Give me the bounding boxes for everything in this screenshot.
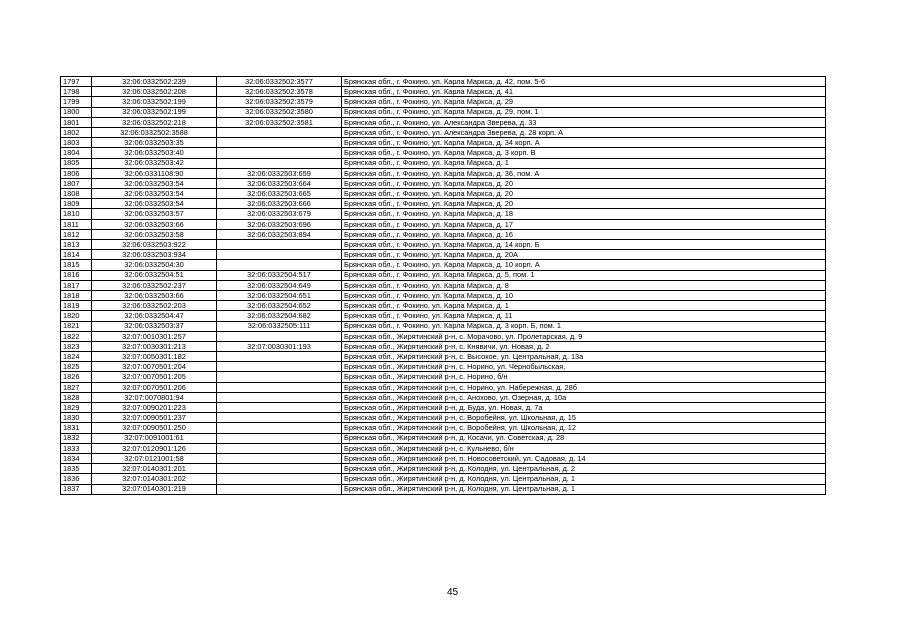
row-number-cell: 1800 (61, 107, 92, 117)
cadastral-number-cell: 32:06:0332502:208 (92, 87, 217, 97)
table-row (61, 372, 826, 382)
building-cadastral-number-cell (217, 138, 342, 148)
table-row (61, 301, 826, 311)
cadastral-number-cell: 32:07:0140301:202 (92, 474, 217, 484)
cadastral-number-cell: 32:06:0332504:51 (92, 270, 217, 280)
table-row (61, 219, 826, 229)
row-number-cell: 1813 (61, 240, 92, 250)
table-row (61, 77, 826, 87)
building-cadastral-number-cell (217, 372, 342, 382)
building-cadastral-number-cell: 32:06:0332502:3578 (217, 87, 342, 97)
row-number-cell: 1821 (61, 321, 92, 331)
building-cadastral-number-cell (217, 148, 342, 158)
building-cadastral-number-cell (217, 240, 342, 250)
row-number-cell: 1807 (61, 178, 92, 188)
table-row (61, 290, 826, 300)
row-number-cell: 1828 (61, 392, 92, 402)
address-cell: Брянская обл., Жирятинский р-н, д. Колодня, ул. Центральная, д. 1 (342, 474, 826, 484)
table-row (61, 270, 826, 280)
table-row (61, 199, 826, 209)
building-cadastral-number-cell (217, 464, 342, 474)
row-number-cell: 1819 (61, 301, 92, 311)
row-number-cell: 1837 (61, 484, 92, 494)
address-cell: Брянская обл., Жирятинский р-н, с. Кульнево, б/н (342, 443, 826, 453)
table-row (61, 107, 826, 117)
table-row (61, 260, 826, 270)
row-number-cell: 1833 (61, 443, 92, 453)
building-cadastral-number-cell (217, 331, 342, 341)
cadastral-number-cell: 32:07:0140301:201 (92, 464, 217, 474)
address-cell: Брянская обл., г. Фокино, ул. Карла Маркса, д. 20 (342, 178, 826, 188)
table-row (61, 138, 826, 148)
row-number-cell: 1816 (61, 270, 92, 280)
building-cadastral-number-cell: 32:06:0332504:517 (217, 270, 342, 280)
table-row (61, 117, 826, 127)
building-cadastral-number-cell: 32:06:0332503:666 (217, 199, 342, 209)
building-cadastral-number-cell (217, 474, 342, 484)
address-cell: Брянская обл., Жирятинский р-н, с. Норино, ул. Набережная, д. 28б (342, 382, 826, 392)
table-row (61, 352, 826, 362)
table-row (61, 362, 826, 372)
cadastral-number-cell: 32:06:0332503:66 (92, 219, 217, 229)
table-row (61, 413, 826, 423)
table-row (61, 484, 826, 494)
row-number-cell: 1818 (61, 290, 92, 300)
table-row (61, 127, 826, 137)
table-row (61, 464, 826, 474)
building-cadastral-number-cell: 32:06:0332503:659 (217, 168, 342, 178)
row-number-cell: 1822 (61, 331, 92, 341)
row-number-cell: 1823 (61, 341, 92, 351)
building-cadastral-number-cell (217, 352, 342, 362)
row-number-cell: 1802 (61, 127, 92, 137)
building-cadastral-number-cell (217, 392, 342, 402)
address-cell: Брянская обл., г. Фокино, ул. Александра Зверева, д. 28 корп. А (342, 127, 826, 137)
row-number-cell: 1803 (61, 138, 92, 148)
cadastral-number-cell: 32:06:0332503:58 (92, 229, 217, 239)
building-cadastral-number-cell: 32:07:0030301:193 (217, 341, 342, 351)
cadastral-number-cell: 32:07:0120901:126 (92, 443, 217, 453)
row-number-cell: 1806 (61, 168, 92, 178)
cadastral-number-cell: 32:07:0050301:182 (92, 352, 217, 362)
address-cell: Брянская обл., г. Фокино, ул. Карла Маркса, д. 17 (342, 219, 826, 229)
address-cell: Брянская обл., г. Фокино, ул. Карла Маркса, д. 20 (342, 189, 826, 199)
cadastral-number-cell: 32:06:0332502:199 (92, 107, 217, 117)
table-row (61, 148, 826, 158)
building-cadastral-number-cell: 32:06:0332502:3581 (217, 117, 342, 127)
table-row (61, 209, 826, 219)
cadastral-number-cell: 32:06:0332503:54 (92, 178, 217, 188)
row-number-cell: 1804 (61, 148, 92, 158)
address-cell: Брянская обл., г. Фокино, ул. Карла Маркса, д. 20А (342, 250, 826, 260)
cadastral-number-cell: 32:06:0332503:42 (92, 158, 217, 168)
address-cell: Брянская обл., Жирятинский р-н, д. Колодня, ул. Центральная, д. 1 (342, 484, 826, 494)
row-number-cell: 1801 (61, 117, 92, 127)
cadastral-number-cell: 32:07:0070501:206 (92, 382, 217, 392)
row-number-cell: 1814 (61, 250, 92, 260)
address-cell: Брянская обл., г. Фокино, ул. Карла Маркса, д. 36, пом. А (342, 168, 826, 178)
building-cadastral-number-cell: 32:06:0332504:682 (217, 311, 342, 321)
cadastral-number-cell: 32:06:0332503:66 (92, 290, 217, 300)
row-number-cell: 1808 (61, 189, 92, 199)
address-cell: Брянская обл., г. Фокино, ул. Карла Маркса, д. 29 (342, 97, 826, 107)
address-cell: Брянская обл., Жирятинский р-н, д. Колодня, ул. Центральная, д. 2 (342, 464, 826, 474)
cadastral-number-cell: 32:07:0091001:61 (92, 433, 217, 443)
address-cell: Брянская обл., г. Фокино, ул. Карла Маркса, д. 5, пом. 1 (342, 270, 826, 280)
address-cell: Брянская обл., Жирятинский р-н, с. Воробейня, ул. Школьная, д. 12 (342, 423, 826, 433)
cadastral-number-cell: 32:06:0332503:54 (92, 199, 217, 209)
table-row (61, 443, 826, 453)
address-cell: Брянская обл., Жирятинский р-н, с. Высокое, ул. Центральная, д. 13а (342, 352, 826, 362)
address-cell: Брянская обл., г. Фокино, ул. Карла Маркса, д. 3 корп. В (342, 148, 826, 158)
building-cadastral-number-cell: 32:06:0332504:649 (217, 280, 342, 290)
building-cadastral-number-cell (217, 260, 342, 270)
address-cell: Брянская обл., Жирятинский р-н, с. Анохово, ул. Озерная, д. 10а (342, 392, 826, 402)
address-cell: Брянская обл., г. Фокино, ул. Карла Маркса, д. 42, пом. 5-6 (342, 77, 826, 87)
cadastral-number-cell: 32:07:0090501:237 (92, 413, 217, 423)
building-cadastral-number-cell (217, 484, 342, 494)
building-cadastral-number-cell (217, 423, 342, 433)
building-cadastral-number-cell (217, 403, 342, 413)
row-number-cell: 1820 (61, 311, 92, 321)
row-number-cell: 1812 (61, 229, 92, 239)
building-cadastral-number-cell (217, 250, 342, 260)
cadastral-number-cell: 32:06:0332503:922 (92, 240, 217, 250)
table-row (61, 403, 826, 413)
row-number-cell: 1826 (61, 372, 92, 382)
cadastral-number-cell: 32:06:0331108:90 (92, 168, 217, 178)
table-row (61, 392, 826, 402)
address-cell: Брянская обл., Жирятинский р-н, д. Косачи, ул. Советская, д. 28 (342, 433, 826, 443)
address-cell: Брянская обл., г. Фокино, ул. Карла Маркса, д. 10 корп. А (342, 260, 826, 270)
row-number-cell: 1805 (61, 158, 92, 168)
row-number-cell: 1797 (61, 77, 92, 87)
building-cadastral-number-cell: 32:06:0332503:679 (217, 209, 342, 219)
row-number-cell: 1834 (61, 453, 92, 463)
row-number-cell: 1809 (61, 199, 92, 209)
row-number-cell: 1824 (61, 352, 92, 362)
table-row (61, 189, 826, 199)
row-number-cell: 1815 (61, 260, 92, 270)
building-cadastral-number-cell: 32:06:0332503:696 (217, 219, 342, 229)
building-cadastral-number-cell (217, 158, 342, 168)
row-number-cell: 1832 (61, 433, 92, 443)
cadastral-number-cell: 32:06:0332502:3588 (92, 127, 217, 137)
cadastral-number-cell: 32:07:0070501:205 (92, 372, 217, 382)
address-cell: Брянская обл., г. Фокино, ул. Карла Маркса, д. 29, пом. 1 (342, 107, 826, 117)
address-cell: Брянская обл., г. Фокино, ул. Карла Маркса, д. 18 (342, 209, 826, 219)
address-cell: Брянская обл., г. Фокино, ул. Карла Маркса, д. 20 (342, 199, 826, 209)
cadastral-number-cell: 32:06:0332503:54 (92, 189, 217, 199)
address-cell: Брянская обл., г. Фокино, ул. Александра Зверева, д. 33 (342, 117, 826, 127)
cadastral-number-cell: 32:07:0121001:58 (92, 453, 217, 463)
row-number-cell: 1829 (61, 403, 92, 413)
cadastral-number-cell: 32:07:0030301:213 (92, 341, 217, 351)
building-cadastral-number-cell (217, 453, 342, 463)
address-cell: Брянская обл., Жирятинский р-н, д. Буда, ул. Новая, д. 7а (342, 403, 826, 413)
row-number-cell: 1827 (61, 382, 92, 392)
building-cadastral-number-cell (217, 362, 342, 372)
cadastral-number-cell: 32:06:0332503:934 (92, 250, 217, 260)
address-cell: Брянская обл., г. Фокино, ул. Карла Маркса, д. 34 корп. А (342, 138, 826, 148)
building-cadastral-number-cell: 32:06:0332503:894 (217, 229, 342, 239)
table-row (61, 97, 826, 107)
building-cadastral-number-cell: 32:06:0332503:665 (217, 189, 342, 199)
cadastral-number-cell: 32:06:0332502:237 (92, 280, 217, 290)
row-number-cell: 1817 (61, 280, 92, 290)
building-cadastral-number-cell: 32:06:0332505:111 (217, 321, 342, 331)
address-cell: Брянская обл., г. Фокино, ул. Карла Маркса, д. 1 (342, 301, 826, 311)
address-cell: Брянская обл., г. Фокино, ул. Карла Маркса, д. 41 (342, 87, 826, 97)
registry-table-body (61, 77, 826, 495)
table-row (61, 178, 826, 188)
address-cell: Брянская обл., г. Фокино, ул. Карла Маркса, д. 11 (342, 311, 826, 321)
table-row (61, 229, 826, 239)
table-row (61, 423, 826, 433)
address-cell: Брянская обл., г. Фокино, ул. Карла Маркса, д. 14 корп. Б (342, 240, 826, 250)
cadastral-number-cell: 32:06:0332502:218 (92, 117, 217, 127)
table-row (61, 453, 826, 463)
cadastral-number-cell: 32:06:0332504:30 (92, 260, 217, 270)
address-cell: Брянская обл., г. Фокино, ул. Карла Маркса, д. 1 (342, 158, 826, 168)
cadastral-number-cell: 32:07:0140301:219 (92, 484, 217, 494)
registry-table (60, 76, 826, 495)
building-cadastral-number-cell: 32:06:0332502:3577 (217, 77, 342, 87)
building-cadastral-number-cell (217, 413, 342, 423)
cadastral-number-cell: 32:06:0332502:239 (92, 77, 217, 87)
row-number-cell: 1798 (61, 87, 92, 97)
table-row (61, 280, 826, 290)
building-cadastral-number-cell (217, 382, 342, 392)
cadastral-number-cell: 32:06:0332502:203 (92, 301, 217, 311)
building-cadastral-number-cell: 32:06:0332502:3579 (217, 97, 342, 107)
cadastral-number-cell: 32:06:0332502:199 (92, 97, 217, 107)
cadastral-number-cell: 32:07:0090201:223 (92, 403, 217, 413)
row-number-cell: 1811 (61, 219, 92, 229)
row-number-cell: 1831 (61, 423, 92, 433)
address-cell: Брянская обл., Жирятинский р-н, с. Княвичи, ул. Новая, д. 2 (342, 341, 826, 351)
cadastral-number-cell: 32:06:0332503:35 (92, 138, 217, 148)
address-cell: Брянская обл., г. Фокино, ул. Карла Маркса, д. 3 корп. Б, пом. 1 (342, 321, 826, 331)
table-row (61, 331, 826, 341)
table-row (61, 311, 826, 321)
address-cell: Брянская обл., Жирятинский р-н, с. Воробейня, ул. Школьная, д. 15 (342, 413, 826, 423)
address-cell: Брянская обл., Жирятинский р-н, с. Норино, ул. Чернобыльская, (342, 362, 826, 372)
row-number-cell: 1835 (61, 464, 92, 474)
cadastral-number-cell: 32:06:0332503:37 (92, 321, 217, 331)
address-cell: Брянская обл., Жирятинский р-н, с. Норино, б/н (342, 372, 826, 382)
table-row (61, 341, 826, 351)
cadastral-number-cell: 32:07:0090501:250 (92, 423, 217, 433)
table-row (61, 474, 826, 484)
address-cell: Брянская обл., г. Фокино, ул. Карла Маркса, д. 16 (342, 229, 826, 239)
building-cadastral-number-cell: 32:06:0332504:651 (217, 290, 342, 300)
row-number-cell: 1836 (61, 474, 92, 484)
table-row (61, 433, 826, 443)
address-cell: Брянская обл., г. Фокино, ул. Карла Маркса, д. 8 (342, 280, 826, 290)
cadastral-number-cell: 32:06:0332504:47 (92, 311, 217, 321)
row-number-cell: 1799 (61, 97, 92, 107)
row-number-cell: 1810 (61, 209, 92, 219)
table-row (61, 87, 826, 97)
cadastral-number-cell: 32:07:0010301:257 (92, 331, 217, 341)
cadastral-number-cell: 32:07:0070501:204 (92, 362, 217, 372)
building-cadastral-number-cell: 32:06:0332502:3580 (217, 107, 342, 117)
page-number: 45 (446, 587, 459, 598)
cadastral-number-cell: 32:07:0070801:94 (92, 392, 217, 402)
address-cell: Брянская обл., г. Фокино, ул. Карла Маркса, д. 10 (342, 290, 826, 300)
table-row (61, 240, 826, 250)
address-cell: Брянская обл., Жирятинский р-н, п. Новосоветский, ул. Садовая, д. 14 (342, 453, 826, 463)
table-row (61, 382, 826, 392)
address-cell: Брянская обл., Жирятинский р-н, с. Морачово, ул. Пролетарская, д. 9 (342, 331, 826, 341)
cadastral-number-cell: 32:06:0332503:40 (92, 148, 217, 158)
cadastral-number-cell: 32:06:0332503:57 (92, 209, 217, 219)
row-number-cell: 1830 (61, 413, 92, 423)
building-cadastral-number-cell: 32:06:0332503:664 (217, 178, 342, 188)
table-row (61, 168, 826, 178)
row-number-cell: 1825 (61, 362, 92, 372)
building-cadastral-number-cell: 32:06:0332504:652 (217, 301, 342, 311)
building-cadastral-number-cell (217, 127, 342, 137)
table-row (61, 158, 826, 168)
building-cadastral-number-cell (217, 433, 342, 443)
building-cadastral-number-cell (217, 443, 342, 453)
table-row (61, 321, 826, 331)
table-row (61, 250, 826, 260)
